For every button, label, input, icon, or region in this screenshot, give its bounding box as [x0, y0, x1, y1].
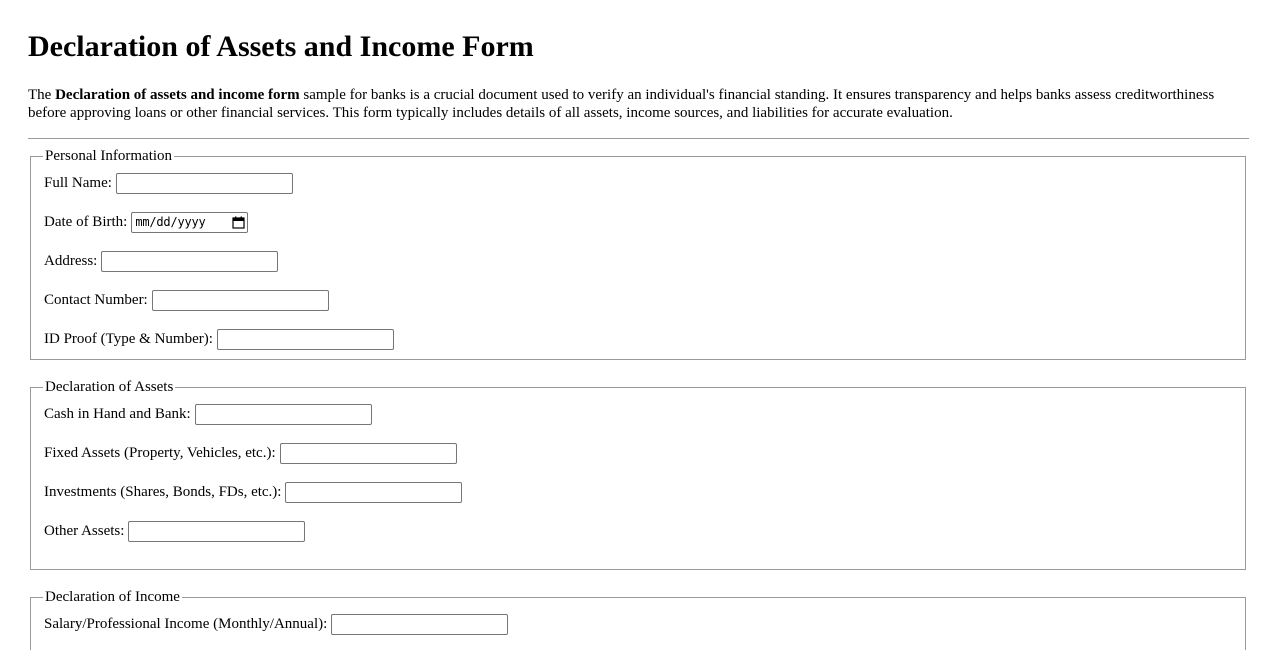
assets-section	[30, 379, 1246, 570]
cash-input[interactable]	[195, 404, 372, 425]
full-name-label: Full Name:	[44, 175, 112, 191]
cash-row	[44, 403, 372, 425]
contact-number-label: Contact Number:	[44, 292, 148, 308]
date-of-birth-row	[44, 211, 248, 233]
intro-prefix: The	[28, 87, 56, 103]
other-assets-row	[44, 520, 305, 542]
fixed-assets-input[interactable]	[280, 443, 457, 464]
other-assets-label: Other Assets:	[44, 523, 125, 539]
id-proof-input[interactable]	[217, 329, 394, 350]
fixed-assets-label: Fixed Assets (Property, Vehicles, etc.):	[44, 445, 276, 461]
investments-label: Investments (Shares, Bonds, FDs, etc.):	[44, 484, 282, 500]
salary-input[interactable]	[331, 614, 508, 635]
calendar-icon[interactable]	[232, 216, 245, 229]
investments-row	[44, 481, 462, 503]
fixed-assets-row	[44, 442, 457, 464]
investments-input[interactable]	[285, 482, 462, 503]
income-section	[30, 589, 1246, 650]
id-proof-row	[44, 328, 394, 350]
intro-paragraph	[28, 86, 1223, 122]
personal-information-legend: Personal Information	[45, 148, 173, 164]
full-name-input[interactable]	[116, 173, 293, 194]
assets-legend: Declaration of Assets	[45, 379, 174, 395]
date-of-birth-input[interactable]	[131, 212, 248, 233]
full-name-row	[44, 172, 293, 194]
intro-bold-text: Declaration of assets and income form	[55, 87, 300, 103]
id-proof-label: ID Proof (Type & Number):	[44, 331, 213, 347]
horizontal-divider	[28, 138, 1249, 139]
income-legend: Declaration of Income	[45, 589, 180, 605]
salary-label: Salary/Professional Income (Monthly/Annual):	[44, 616, 328, 632]
page-title: Declaration of Assets and Income Form	[28, 30, 534, 63]
date-of-birth-placeholder: mm/dd/yyyy	[135, 215, 206, 229]
salary-row	[44, 613, 508, 635]
date-of-birth-label: Date of Birth:	[44, 214, 128, 230]
address-row	[44, 250, 278, 272]
contact-number-row	[44, 289, 329, 311]
personal-information-section	[30, 148, 1246, 360]
address-input[interactable]	[101, 251, 278, 272]
contact-number-input[interactable]	[152, 290, 329, 311]
cash-label: Cash in Hand and Bank:	[44, 406, 191, 422]
other-assets-input[interactable]	[128, 521, 305, 542]
address-label: Address:	[44, 253, 98, 269]
intro-suffix: sample for banks is a crucial document used to verify an individual's financial standing. It ensures transparency and helps banks assess creditworthiness before approving loans or other financial services. This form typically includes details of all assets, income sources, and liabilities for accurate evaluation.	[28, 87, 1215, 121]
